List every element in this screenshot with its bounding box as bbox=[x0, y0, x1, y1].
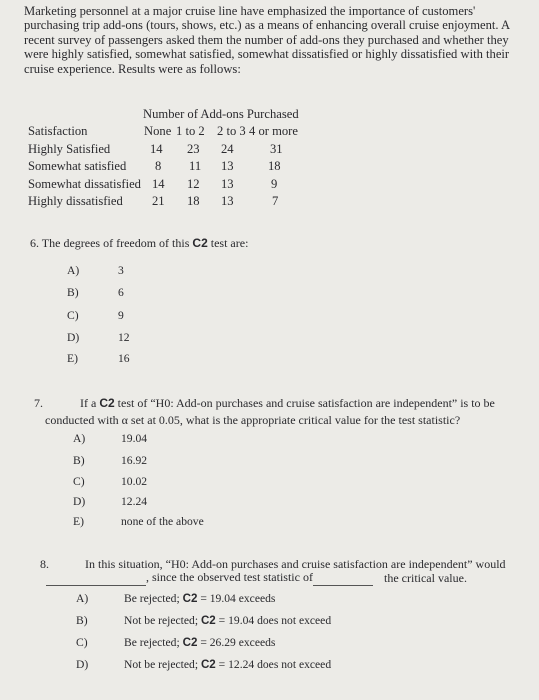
table-cell: 18 bbox=[268, 159, 281, 173]
question-8-line2: , since the observed test statistic of bbox=[46, 570, 373, 586]
q6-option-letter: B) bbox=[67, 286, 79, 299]
question-8-line2-end: the critical value. bbox=[384, 571, 467, 585]
table-cell: 18 bbox=[187, 194, 200, 208]
q8-option-letter: D) bbox=[76, 658, 89, 671]
table-cell: 21 bbox=[152, 194, 165, 208]
q6-option-letter: D) bbox=[67, 331, 80, 344]
table-cell: 13 bbox=[221, 177, 234, 191]
table-row-header: Satisfaction bbox=[28, 124, 88, 138]
chi-square-symbol: C2 bbox=[99, 396, 115, 410]
q6-option-value[interactable]: 16 bbox=[118, 352, 130, 365]
table-cell: 12 bbox=[187, 177, 200, 191]
question-7-line1: If a C2 test of “H0: Add-on purchases and cruise satisfaction are independent” is to be bbox=[80, 396, 495, 410]
q8-option-text[interactable]: Not be rejected; C2 = 19.04 does not exceed bbox=[124, 614, 332, 627]
question-8-number: 8. bbox=[40, 557, 49, 571]
question-8-line1: In this situation, “H0: Add-on purchases and cruise satisfaction are independent” would bbox=[85, 557, 506, 571]
q7-option-letter: D) bbox=[73, 495, 86, 508]
q7-option-letter: A) bbox=[73, 432, 86, 445]
table-cell: 24 bbox=[221, 142, 234, 156]
q6-option-value[interactable]: 3 bbox=[118, 264, 124, 277]
table-row-label: Somewhat satisfied bbox=[28, 159, 127, 173]
q8-option-letter: C) bbox=[76, 636, 88, 649]
q6-option-value[interactable]: 12 bbox=[118, 331, 130, 344]
table-row-label: Highly dissatisfied bbox=[28, 194, 123, 208]
table-cell: 8 bbox=[155, 159, 162, 173]
q6-option-letter: C) bbox=[67, 309, 79, 322]
table-cell: 14 bbox=[152, 177, 165, 191]
chi-square-symbol: C2 bbox=[182, 592, 198, 605]
table-cell: 14 bbox=[150, 142, 163, 156]
q8-option-text[interactable]: Be rejected; C2 = 26.29 exceeds bbox=[124, 636, 276, 649]
chi-square-symbol: C2 bbox=[182, 636, 198, 649]
question-6-stem bbox=[30, 236, 248, 251]
q6-option-value[interactable]: 9 bbox=[118, 309, 124, 322]
question-7-line2: conducted with α set at 0.05, what is the appropriate critical value for the test statistic? bbox=[45, 413, 461, 427]
q6-option-letter: E) bbox=[67, 352, 78, 365]
chi-square-symbol: C2 bbox=[200, 658, 216, 671]
table-col-1to2: 1 to 2 bbox=[176, 124, 205, 138]
table-cell: 23 bbox=[187, 142, 200, 156]
q7-option-value[interactable]: 19.04 bbox=[121, 432, 148, 445]
table-col-2to3: 2 to 3 bbox=[217, 124, 246, 138]
q7-option-value[interactable]: none of the above bbox=[121, 515, 204, 528]
q7-option-letter: B) bbox=[73, 454, 85, 467]
q6-option-letter: A) bbox=[67, 264, 80, 277]
chi-square-symbol: C2 bbox=[192, 236, 208, 250]
q6-option-value[interactable]: 6 bbox=[118, 286, 124, 299]
intro-paragraph: Marketing personnel at a major cruise line have emphasized the importance of customers' purchasing trip add-ons (tours, shows, etc.) as a means of enhancing overall cruise enjoyment. A recent survey of passengers asked them the number of add-ons they purchased and whether they were highly satisfied, somewhat satisfied, somewhat dissatisfied or highly dissatisfied with their cruise experience. Results were as follows: bbox=[24, 4, 510, 76]
q7-option-value[interactable]: 12.24 bbox=[121, 495, 148, 508]
chi-square-symbol: C2 bbox=[200, 614, 216, 627]
q8-option-letter: A) bbox=[76, 592, 89, 605]
q8-option-text[interactable]: Be rejected; C2 = 19.04 exceeds bbox=[124, 592, 276, 605]
q8-option-letter: B) bbox=[76, 614, 88, 627]
table-cell: 13 bbox=[221, 159, 234, 173]
q7-option-value[interactable]: 10.02 bbox=[121, 475, 148, 488]
q8-option-text[interactable]: Not be rejected; C2 = 12.24 does not exceed bbox=[124, 658, 332, 671]
table-cell: 7 bbox=[272, 194, 279, 208]
q7-option-value[interactable]: 16.92 bbox=[121, 454, 148, 467]
question-6-stem-pre: 6. The degrees of freedom of this bbox=[30, 236, 193, 250]
answer-blank-1[interactable] bbox=[46, 570, 146, 586]
table-cell: 11 bbox=[189, 159, 202, 173]
table-cell: 31 bbox=[270, 142, 283, 156]
answer-blank-2[interactable] bbox=[313, 570, 373, 586]
q7-option-letter: C) bbox=[73, 475, 85, 488]
q7-option-letter: E) bbox=[73, 515, 84, 528]
question-6-stem-post: test are: bbox=[207, 236, 249, 250]
question-7-number: 7. bbox=[34, 396, 43, 410]
table-cell: 13 bbox=[221, 194, 234, 208]
table-row-label: Somewhat dissatisfied bbox=[28, 177, 141, 191]
table-super-header: Number of Add-ons Purchased bbox=[143, 107, 299, 121]
table-row-label: Highly Satisfied bbox=[28, 142, 111, 156]
table-col-none: None bbox=[144, 124, 172, 138]
table-cell: 9 bbox=[271, 177, 278, 191]
table-col-4ormore: 4 or more bbox=[249, 124, 298, 138]
